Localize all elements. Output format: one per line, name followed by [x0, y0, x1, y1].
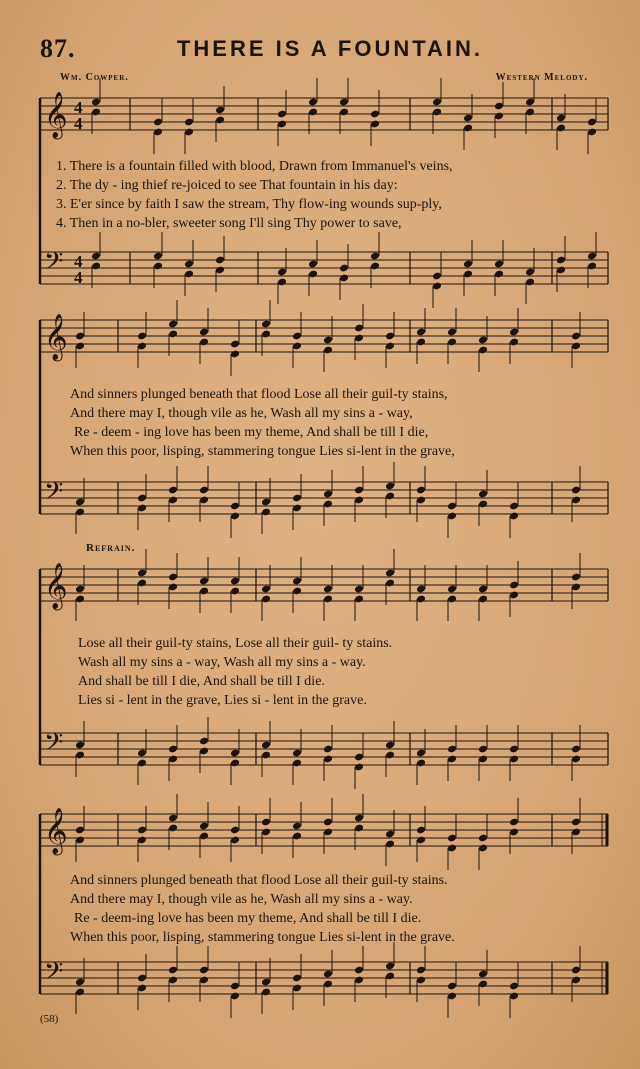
treble-staff	[40, 300, 608, 376]
tune-credit: Western Melody.	[495, 72, 588, 83]
bass-clef-icon: 𝄢	[44, 728, 64, 763]
bass-staff	[40, 717, 608, 789]
lyric-line-s2-v4: When this poor, lisping, stammering tongue Lies si-lent in the grave,	[70, 444, 455, 459]
lyric-line-s4-v2: And there may I, though vile as he, Wash all my sins a - way.	[70, 892, 413, 907]
lyric-line-s1-v4: 4. Then in a no-bler, sweeter song I'll sing Thy power to save,	[56, 216, 402, 231]
lyric-line-s2-v3: Re - deem - ing love has been my theme, And shall be till I die,	[74, 425, 429, 440]
refrain-label: Refrain.	[86, 542, 136, 554]
time-signature-top: 4	[74, 98, 83, 117]
lyric-line-s3-v1: Lose all their guil-ty stains, Lose all their guil- ty stains.	[78, 636, 393, 651]
bass-staff	[40, 232, 608, 308]
lyric-line-s3-v3: And shall be till I die, And shall be till I die.	[78, 674, 325, 689]
time-signature-bottom: 4	[74, 268, 83, 287]
words-credit: Wm. Cowper.	[60, 72, 129, 83]
treble-staff	[40, 78, 608, 154]
hymn-number: 87.	[40, 34, 76, 63]
lyric-line-s3-v2: Wash all my sins a - way, Wash all my sins a - way.	[78, 655, 366, 670]
lyric-line-s1-v1: 1. There is a fountain filled with blood, Drawn from Immanuel's veins,	[56, 159, 453, 174]
hymn-title: THERE IS A FOUNTAIN.	[176, 36, 484, 61]
page-number: (58)	[40, 1013, 59, 1025]
bass-staff	[40, 462, 608, 538]
treble-clef-icon: 𝄞	[44, 314, 68, 360]
lyric-line-s4-v4: When this poor, lisping, stammering tongue Lies si-lent in the grave.	[70, 930, 455, 945]
treble-staff	[40, 794, 608, 870]
music-system-1	[0, 90, 640, 300]
lyric-line-s2-v1: And sinners plunged beneath that flood Lose all their guil-ty stains,	[70, 387, 448, 402]
bass-staff	[40, 942, 608, 1018]
treble-clef-icon: 𝄞	[44, 808, 68, 854]
lyric-line-s3-v4: Lies si - lent in the grave, Lies si - lent in the grave.	[78, 693, 367, 708]
treble-clef-icon: 𝄞	[44, 563, 68, 609]
treble-staff	[40, 549, 608, 621]
time-signature-top: 4	[74, 252, 83, 271]
bass-clef-icon: 𝄢	[44, 477, 64, 512]
time-signature-bottom: 4	[74, 114, 83, 133]
treble-clef-icon: 𝄞	[44, 92, 68, 138]
bass-clef-icon: 𝄢	[44, 957, 64, 992]
lyric-line-s1-v3: 3. E'er since by faith I saw the stream, Thy flow-ing wounds sup-ply,	[56, 197, 442, 212]
lyric-line-s2-v2: And there may I, though vile as he, Wash all my sins a - way,	[70, 406, 413, 421]
bass-clef-icon: 𝄢	[44, 247, 64, 282]
lyric-line-s4-v1: And sinners plunged beneath that flood Lose all their guil-ty stains.	[70, 873, 448, 888]
lyric-line-s1-v2: 2. The dy - ing thief re-joiced to see That fountain in his day:	[56, 178, 398, 193]
lyric-line-s4-v3: Re - deem-ing love has been my theme, And shall be till I die.	[74, 911, 422, 926]
